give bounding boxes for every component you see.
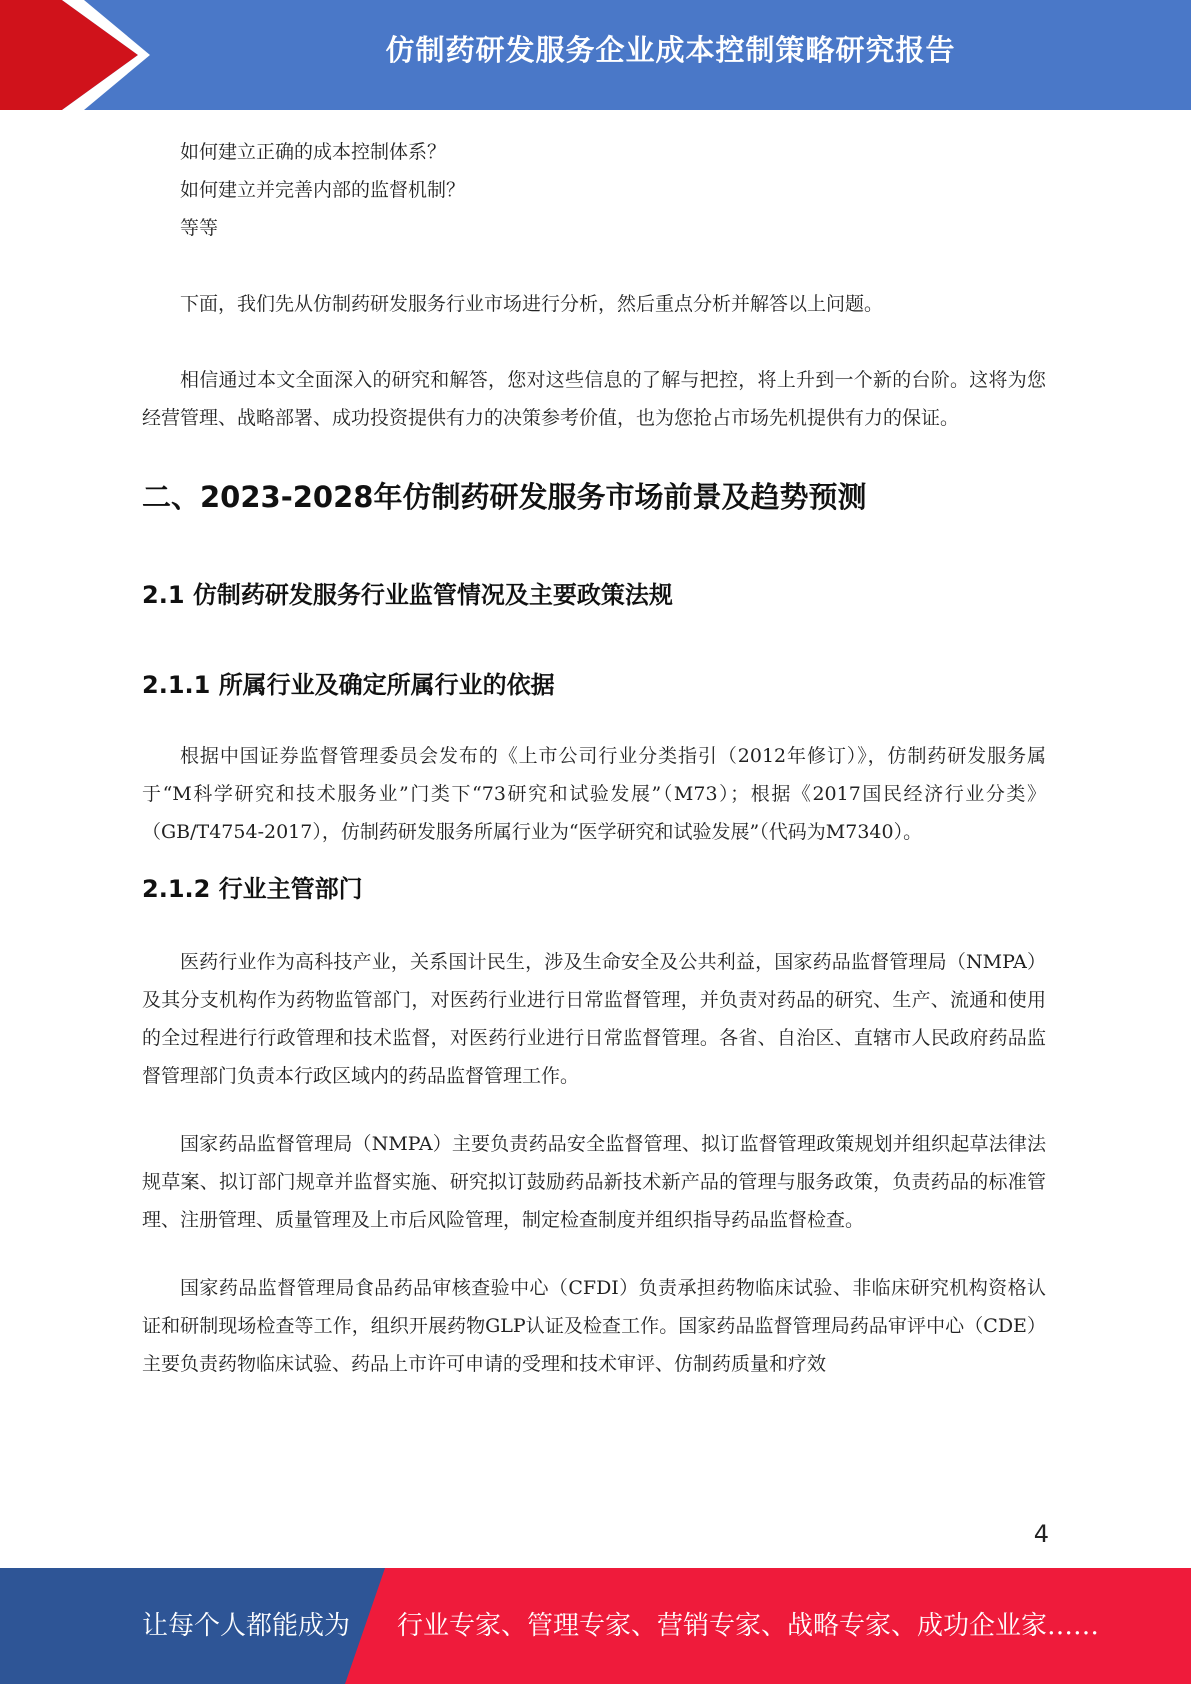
question-supervision: 如何建立并完善内部的监督机制？: [180, 179, 466, 201]
page-number: 4: [1033, 1520, 1049, 1548]
page-header: [0, 0, 1191, 110]
report-title: 仿制药研发服务企业成本控制策略研究报告: [385, 33, 956, 67]
footer-slogan-left: 让每个人都能成为: [142, 1611, 351, 1641]
page-content: [142, 133, 1046, 1383]
footer-slogan-right: 行业专家、管理专家、营销专家、战略专家、成功企业家……: [397, 1611, 1100, 1641]
industry-classification-paragraph: 根据中国证券监督管理委员会发布的《上市公司行业分类指引（2012年修订）》，仿制药研发服务属于“M科学研究和技术服务业”门类下“73研究和试验发展”（M73）；根据《2017国民经济行业分类》（GB/T4754-2017），仿制药研发服务所属行业为“医学研究和试验发展”（代码为M7340）。: [142, 745, 1046, 843]
question-etc: 等等: [180, 217, 219, 239]
regulator-paragraph-1: 医药行业作为高科技产业，关系国计民生，涉及生命安全及公共利益，国家药品监督管理局（NMPA）及其分支机构作为药物监管部门，对医药行业进行日常监督管理，并负责对药品的研究、生产、流通和使用的全过程进行行政管理和技术监督，对医药行业进行日常监督管理。各省、自治区、直辖市人民政府药品监督管理部门负责本行政区域内的药品监督管理工作。: [142, 951, 1046, 1087]
value-paragraph: 相信通过本文全面深入的研究和解答，您对这些信息的了解与把控，将上升到一个新的台阶。这将为您经营管理、战略部署、成功投资提供有力的决策参考价值，也为您抢占市场先机提供有力的保证。: [142, 369, 1046, 429]
regulator-paragraph-2: 国家药品监督管理局（NMPA）主要负责药品安全监督管理、拟订监督管理政策规划并组织起草法律法规草案、拟订部门规章并监督实施、研究拟订鼓励药品新技术新产品的管理与服务政策，负责药品的标准管理、注册管理、质量管理及上市后风险管理，制定检查制度并组织指导药品监督检查。: [142, 1133, 1046, 1231]
regulator-paragraph-3: 国家药品监督管理局食品药品审核查验中心（CFDI）负责承担药物临床试验、非临床研究机构资格认证和研制现场检查等工作，组织开展药物GLP认证及检查工作。国家药品监督管理局药品审评中心（CDE）主要负责药物临床试验、药品上市许可申请的受理和技术审评、仿制药质量和疗效: [142, 1277, 1046, 1375]
page-footer: [0, 1568, 1191, 1684]
subsection-heading-2-1-2: 2.1.2 行业主管部门: [142, 875, 363, 903]
header-chevron-decoration: [0, 0, 160, 110]
question-cost-control: 如何建立正确的成本控制体系？: [180, 141, 447, 163]
subsection-heading-2-1-1: 2.1.1 所属行业及确定所属行业的依据: [142, 671, 555, 699]
intro-paragraph: 下面，我们先从仿制药研发服务行业市场进行分析，然后重点分析并解答以上问题。: [180, 293, 884, 315]
subsection-heading-2-1: 2.1 仿制药研发服务行业监管情况及主要政策法规: [142, 581, 673, 609]
section-heading-2: 二、2023-2028年仿制药研发服务市场前景及趋势预测: [142, 480, 867, 514]
